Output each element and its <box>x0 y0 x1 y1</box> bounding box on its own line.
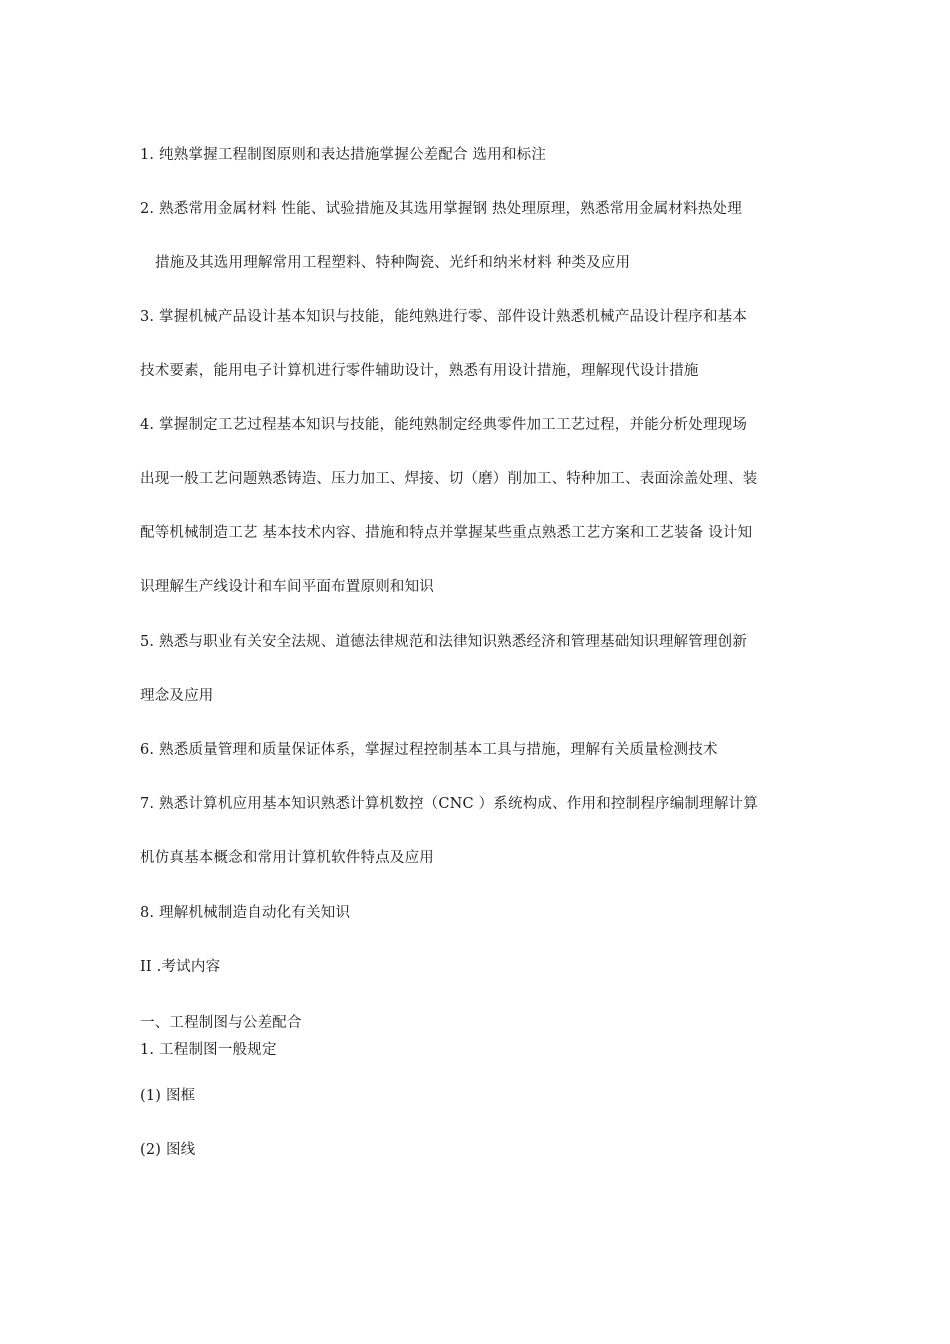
sub-item-1: (1) 图框 <box>140 1088 196 1104</box>
requirement-5-line-2: 理念及应用 <box>140 688 214 704</box>
requirement-4-line-3: 配等机械制造工艺 基本技术内容、措施和特点并掌握某些重点熟悉工艺方案和工艺装备 设计知 <box>140 525 753 541</box>
item-heading: 1. 工程制图一般规定 <box>140 1042 277 1058</box>
requirement-6: 6. 熟悉质量管理和质量保证体系，掌握过程控制基本工具与措施，理解有关质量检测技术 <box>140 742 718 758</box>
requirement-8: 8. 理解机械制造自动化有关知识 <box>140 905 351 921</box>
sub-item-2: (2) 图线 <box>140 1142 196 1158</box>
requirement-2-line-2: 措施及其选用理解常用工程塑料、特种陶瓷、光纤和纳米材料 种类及应用 <box>155 255 631 271</box>
section-heading-exam-content: II .考试内容 <box>140 959 221 975</box>
requirement-4-line-4: 识理解生产线设计和车间平面布置原则和知识 <box>140 579 434 595</box>
requirement-2-line-1: 2. 熟悉常用金属材料 性能、试验措施及其选用掌握钢 热处理原理，熟悉常用金属材料热处理 <box>140 201 742 217</box>
requirement-3-line-2: 技术要素，能用电子计算机进行零件辅助设计，熟悉有用设计措施，理解现代设计措施 <box>140 363 699 379</box>
requirement-3-line-1: 3. 掌握机械产品设计基本知识与技能，能纯熟进行零、部件设计熟悉机械产品设计程序和基本 <box>140 309 748 325</box>
requirement-4-line-1: 4. 掌握制定工艺过程基本知识与技能，能纯熟制定经典零件加工工艺过程，并能分析处理现场 <box>140 417 748 433</box>
requirement-4-line-2: 出现一般工艺问题熟悉铸造、压力加工、焊接、切（磨）削加工、特种加工、表面涂盖处理、装 <box>140 471 758 487</box>
requirement-1: 1. 纯熟掌握工程制图原则和表达措施掌握公差配合 选用和标注 <box>140 147 547 163</box>
requirement-7-line-2: 机仿真基本概念和常用计算机软件特点及应用 <box>140 850 434 866</box>
requirement-7-line-1: 7. 熟悉计算机应用基本知识熟悉计算机数控（CNC ）系统构成、作用和控制程序编制理解计算 <box>140 796 758 812</box>
requirement-5-line-1: 5. 熟悉与职业有关安全法规、道德法律规范和法律知识熟悉经济和管理基础知识理解管理创新 <box>140 634 748 650</box>
subsection-heading: 一、工程制图与公差配合 <box>140 1015 302 1031</box>
